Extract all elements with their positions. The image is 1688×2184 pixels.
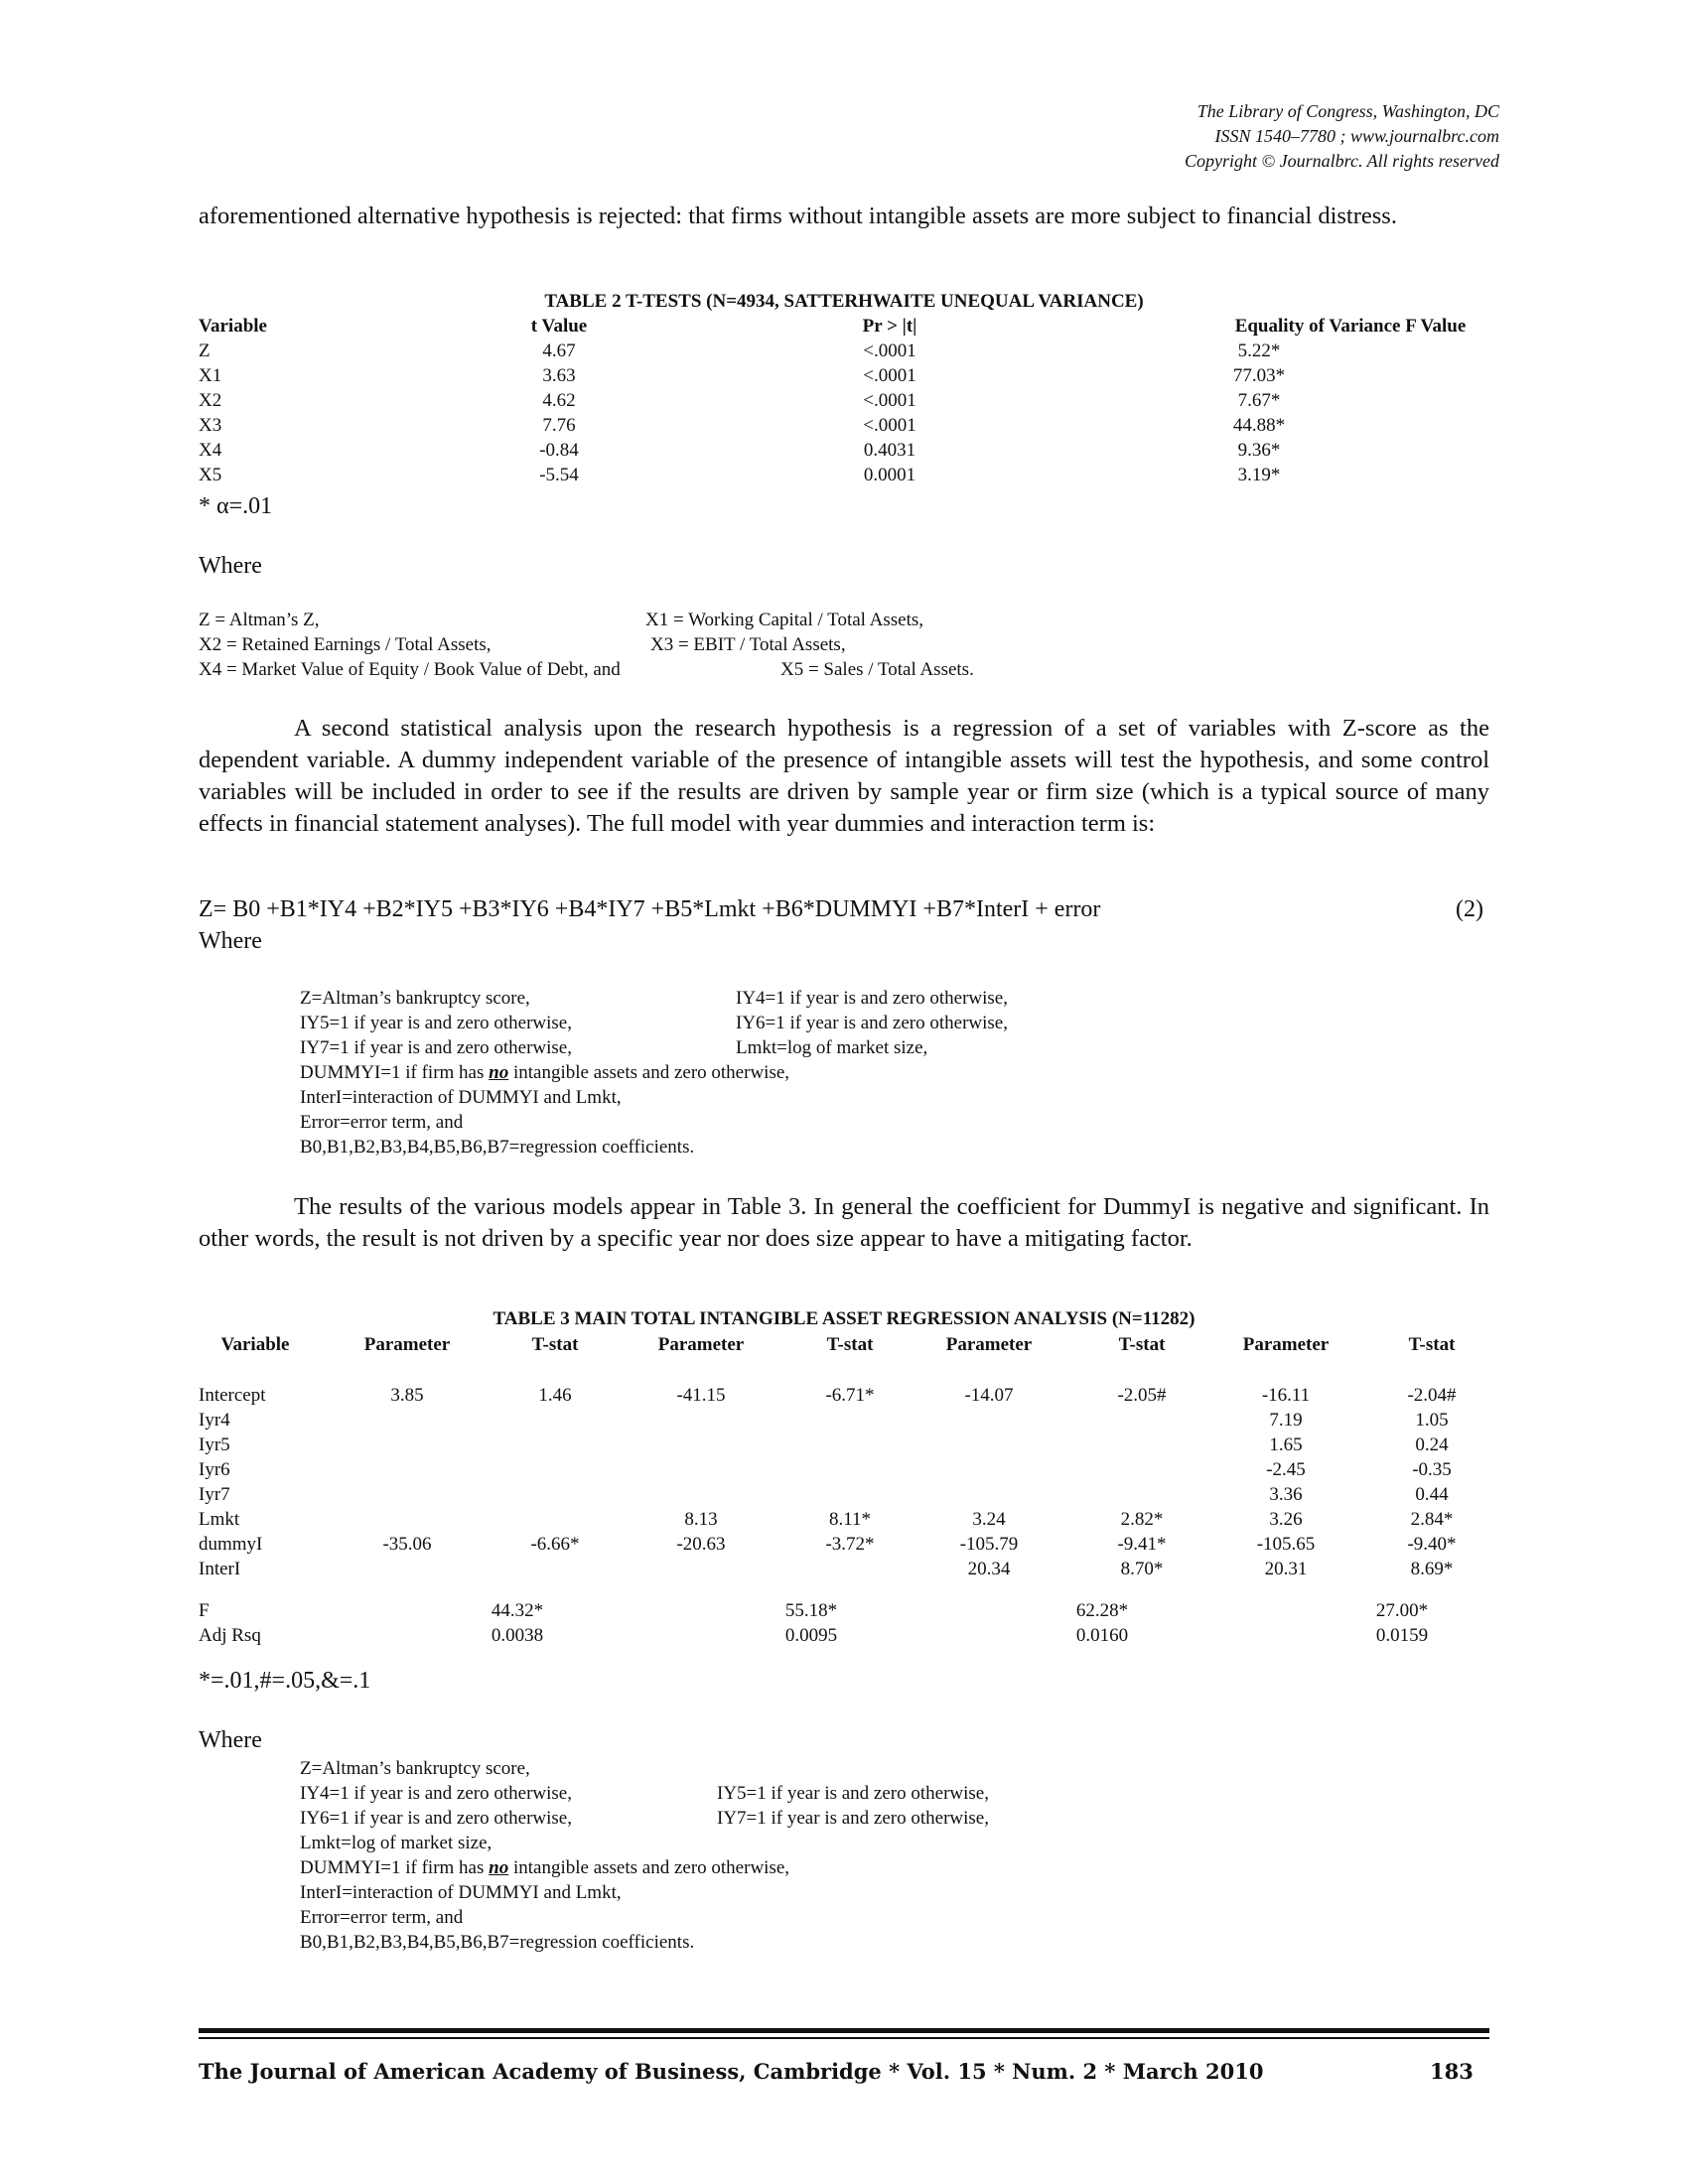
where1-x5: X5 = Sales / Total Assets. — [780, 659, 974, 680]
footer-journal: The Journal of American Academy of Business, Cambridge * Vol. 15 * Num. 2 * March 2010 — [199, 2059, 1264, 2084]
table3-cell: -9.40* — [1407, 1534, 1457, 1555]
where1-x3: X3 = EBIT / Total Assets, — [650, 634, 846, 655]
table3-cell: 7.19 — [1269, 1410, 1303, 1431]
table3-cell: 0.24 — [1415, 1434, 1449, 1455]
table3-row-label: Iyr6 — [199, 1459, 230, 1480]
table3-cell: 20.34 — [967, 1559, 1011, 1579]
table3-row-label: Iyr7 — [199, 1484, 230, 1505]
where2-dummyi-prefix: DUMMYI=1 if firm has — [300, 1062, 490, 1083]
table3-stat-cell: 27.00* — [1375, 1600, 1429, 1621]
table3-cell: 3.85 — [390, 1385, 424, 1406]
table3-stat-label: F — [199, 1600, 210, 1621]
table3-header-0: Variable — [220, 1334, 290, 1355]
table2-header-variable: Variable — [199, 316, 267, 337]
paragraph-3: The results of the various models appear in Table 3. In general the coefficient for DummyI is negative and significant. In other words, the result is not driven by a specific year nor does size appear to have a mitigating factor. — [199, 1193, 1489, 1252]
table2-cell-t: 4.67 — [542, 341, 576, 361]
where1-x4: X4 = Market Value of Equity / Book Value of Debt, and — [199, 659, 621, 680]
table3-cell: 8.11* — [828, 1509, 872, 1530]
table3-cell: -6.66* — [530, 1534, 580, 1555]
where3-iy5: IY5=1 if year is and zero otherwise, — [717, 1783, 989, 1804]
table3-header-7: Parameter — [1242, 1334, 1330, 1355]
table2-cell-p: 0.0001 — [863, 465, 916, 485]
table3-cell: 1.05 — [1415, 1410, 1449, 1431]
where2-iy7: IY7=1 if year is and zero otherwise, — [300, 1037, 572, 1058]
where2-dummyi-suffix: intangible assets and zero otherwise, — [508, 1062, 790, 1083]
where1-label: Where — [199, 553, 262, 579]
where3-interi: InterI=interaction of DUMMYI and Lmkt, — [300, 1882, 622, 1903]
table3-cell: 2.82* — [1120, 1509, 1164, 1530]
table2-cell-f: 7.67* — [1237, 390, 1281, 411]
table3-stat-label: Adj Rsq — [199, 1625, 261, 1646]
table2-cell-f: 44.88* — [1232, 415, 1286, 436]
table3-row-label: dummyI — [199, 1534, 263, 1555]
where3-iy7: IY7=1 if year is and zero otherwise, — [717, 1808, 989, 1829]
where1-z: Z = Altman’s Z, — [199, 610, 320, 630]
where2-z: Z=Altman’s bankruptcy score, — [300, 988, 530, 1009]
table2-cell-p: <.0001 — [863, 341, 916, 361]
table2-cell-t: 7.76 — [542, 415, 576, 436]
equation-number: (2) — [1456, 896, 1483, 922]
table3-header-8: T-stat — [1408, 1334, 1456, 1355]
running-header — [1185, 99, 1499, 174]
table3-header-4: T-stat — [826, 1334, 874, 1355]
table3-stat-cell: 55.18* — [784, 1600, 838, 1621]
table2-cell-t: -5.54 — [539, 465, 579, 485]
paragraph-2: A second statistical analysis upon the research hypothesis is a regression of a set of variables with Z-score as the dependent variable. A dummy independent variable of the presence of intangible assets will test the hypothesis, and some control variables will be included in order to see if the results are driven by sample year or firm size (which is a typical source of many effects in financial statement analyses). The full model with year dummies and interaction term is: — [199, 715, 1489, 837]
where3-coefficients: B0,B1,B2,B3,B4,B5,B6,B7=regression coefficients. — [300, 1932, 695, 1953]
where2-iy4: IY4=1 if year is and zero otherwise, — [736, 988, 1008, 1009]
table3-header-1: Parameter — [363, 1334, 451, 1355]
where2-dummyi-emphasis: no — [489, 1062, 509, 1083]
table3-cell: 3.24 — [972, 1509, 1006, 1530]
where2-interi: InterI=interaction of DUMMYI and Lmkt, — [300, 1087, 622, 1108]
table3-cell: -2.05# — [1117, 1385, 1167, 1406]
table3-cell: -6.71* — [825, 1385, 875, 1406]
where1-x2: X2 = Retained Earnings / Total Assets, — [199, 634, 492, 655]
where2-lmkt: Lmkt=log of market size, — [736, 1037, 928, 1058]
header-line-2: ISSN 1540–7780 ; www.journalbrc.com — [1214, 126, 1499, 146]
where3-iy4: IY4=1 if year is and zero otherwise, — [300, 1783, 572, 1804]
table3-cell: 20.31 — [1264, 1559, 1308, 1579]
table2-row-label: Z — [199, 341, 211, 361]
where3-lmkt: Lmkt=log of market size, — [300, 1833, 492, 1853]
footer-rule-thick — [199, 2028, 1489, 2033]
table3-stat-cell: 62.28* — [1075, 1600, 1129, 1621]
table3-stat-cell: 0.0095 — [784, 1625, 838, 1646]
table2-title: TABLE 2 T-TESTS (N=4934, SATTERHWAITE UNEQUAL VARIANCE) — [544, 291, 1144, 312]
table2-cell-p: <.0001 — [863, 365, 916, 386]
table3-cell: -41.15 — [676, 1385, 726, 1406]
table3-cell: -20.63 — [676, 1534, 726, 1555]
table2-row-label: X5 — [199, 465, 222, 485]
table2-row-label: X1 — [199, 365, 222, 386]
table3-row-label: Intercept — [199, 1385, 266, 1406]
where2-dummyi — [300, 1062, 789, 1084]
where3-z: Z=Altman’s bankruptcy score, — [300, 1758, 530, 1779]
where3-error: Error=error term, and — [300, 1907, 464, 1928]
table2-cell-p: 0.4031 — [863, 440, 916, 461]
table2-row-label: X2 — [199, 390, 222, 411]
table3-row-label: Lmkt — [199, 1509, 240, 1530]
table3-cell: -105.79 — [959, 1534, 1019, 1555]
table3-cell: -105.65 — [1256, 1534, 1316, 1555]
table2-footnote: * α=.01 — [199, 493, 273, 519]
table3-cell: -14.07 — [964, 1385, 1014, 1406]
where3-iy6: IY6=1 if year is and zero otherwise, — [300, 1808, 572, 1829]
table2-cell-f: 5.22* — [1237, 341, 1281, 361]
where2-coefficients: B0,B1,B2,B3,B4,B5,B6,B7=regression coefficients. — [300, 1137, 695, 1158]
table3-stat-cell: 0.0038 — [491, 1625, 544, 1646]
table3-row-label: InterI — [199, 1559, 241, 1579]
header-line-3: Copyright © Journalbrc. All rights reserved — [1185, 151, 1499, 171]
where3-dummyi-emphasis: no — [489, 1857, 509, 1878]
table2-cell-f: 3.19* — [1237, 465, 1281, 485]
table3-header-3: Parameter — [657, 1334, 745, 1355]
where3-label: Where — [199, 1727, 262, 1753]
equation-where-label: Where — [199, 928, 262, 954]
table3-row-label: Iyr5 — [199, 1434, 230, 1455]
page-number: 183 — [1430, 2059, 1474, 2084]
table3-cell: 1.65 — [1269, 1434, 1303, 1455]
table3-cell: 3.26 — [1269, 1509, 1303, 1530]
table3-cell: -2.04# — [1407, 1385, 1457, 1406]
where1-x1: X1 = Working Capital / Total Assets, — [645, 610, 924, 630]
table3-stat-cell: 0.0159 — [1375, 1625, 1429, 1646]
table2-cell-t: 4.62 — [542, 390, 576, 411]
table2-cell-f: 77.03* — [1232, 365, 1286, 386]
header-line-1: The Library of Congress, Washington, DC — [1196, 101, 1499, 121]
table2-cell-t: 3.63 — [542, 365, 576, 386]
table3-cell: -16.11 — [1261, 1385, 1311, 1406]
table3-cell: 0.44 — [1415, 1484, 1449, 1505]
table3-footnote: *=.01,#=.05,&=.1 — [199, 1668, 371, 1694]
where3-dummyi-suffix: intangible assets and zero otherwise, — [508, 1857, 790, 1878]
where2-iy5: IY5=1 if year is and zero otherwise, — [300, 1013, 572, 1033]
footer-rule-thin — [199, 2037, 1489, 2039]
table3-cell: 8.70* — [1120, 1559, 1164, 1579]
table3-cell: -3.72* — [825, 1534, 875, 1555]
intro-paragraph: aforementioned alternative hypothesis is rejected: that firms without intangible assets are more subject to financial distress. — [199, 203, 1397, 229]
table3-cell: -0.35 — [1412, 1459, 1452, 1480]
table3-cell: 1.46 — [538, 1385, 572, 1406]
table3-cell: 8.13 — [684, 1509, 718, 1530]
table2-cell-p: <.0001 — [863, 415, 916, 436]
table3-cell: -35.06 — [382, 1534, 432, 1555]
where2-iy6: IY6=1 if year is and zero otherwise, — [736, 1013, 1008, 1033]
table2-header-tvalue: t Value — [530, 316, 588, 337]
equation-text: Z= B0 +B1*IY4 +B2*IY5 +B3*IY6 +B4*IY7 +B5*Lmkt +B6*DUMMYI +B7*InterI + error — [199, 896, 1101, 922]
table3-cell: 2.84* — [1410, 1509, 1454, 1530]
table3-row-label: Iyr4 — [199, 1410, 230, 1431]
table2-cell-f: 9.36* — [1237, 440, 1281, 461]
table3-stat-cell: 44.32* — [491, 1600, 544, 1621]
table2-header-fvalue: Equality of Variance F Value — [1234, 316, 1467, 337]
where3-dummyi — [300, 1857, 789, 1879]
table2-row-label: X3 — [199, 415, 222, 436]
table3-title: TABLE 3 MAIN TOTAL INTANGIBLE ASSET REGRESSION ANALYSIS (N=11282) — [492, 1308, 1196, 1329]
table3-stat-cell: 0.0160 — [1075, 1625, 1129, 1646]
table3-cell: -2.45 — [1266, 1459, 1306, 1480]
table2-cell-t: -0.84 — [539, 440, 579, 461]
table3-header-5: Parameter — [945, 1334, 1033, 1355]
table2-header-pr: Pr > |t| — [862, 316, 917, 337]
table3-cell: -9.41* — [1117, 1534, 1167, 1555]
table3-cell: 3.36 — [1269, 1484, 1303, 1505]
table2-row-label: X4 — [199, 440, 222, 461]
table3-header-2: T-stat — [531, 1334, 579, 1355]
where2-error: Error=error term, and — [300, 1112, 464, 1133]
where3-dummyi-prefix: DUMMYI=1 if firm has — [300, 1857, 490, 1878]
table3-cell: 8.69* — [1410, 1559, 1454, 1579]
table3-header-6: T-stat — [1118, 1334, 1166, 1355]
table2-cell-p: <.0001 — [863, 390, 916, 411]
